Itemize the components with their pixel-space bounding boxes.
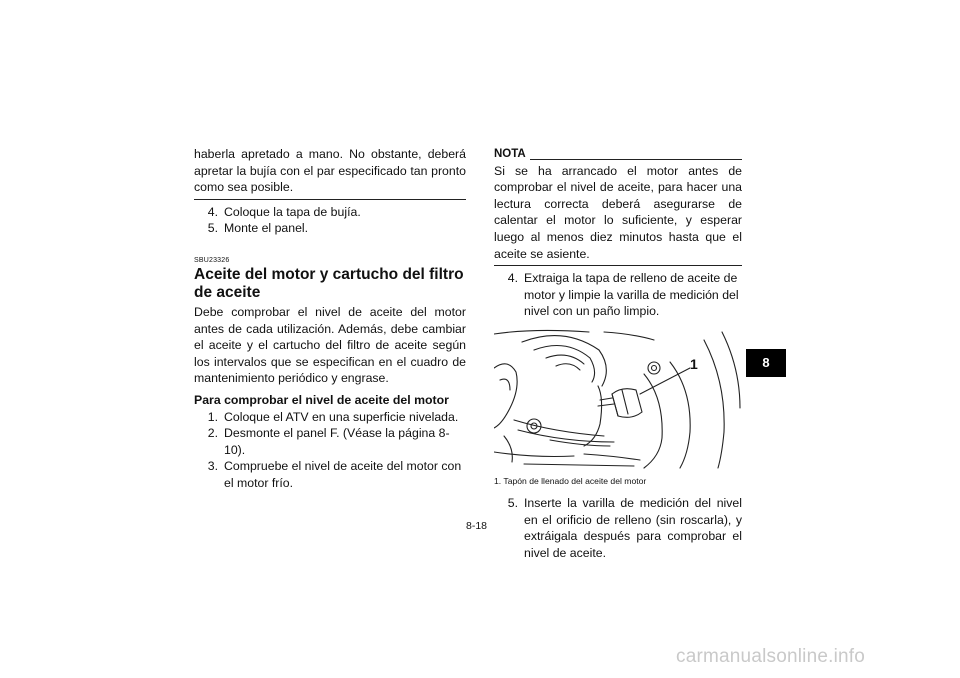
list-item xyxy=(494,270,742,320)
chapter-tab: 8 xyxy=(746,349,786,377)
list-item xyxy=(494,495,742,561)
section-code: SBU23326 xyxy=(194,256,230,264)
step-text: Coloque el ATV en una superficie nivelada. xyxy=(224,409,459,424)
note-text: Si se ha arrancado el motor antes de comprobar el nivel de aceite, para hacer una lectura correcta deberá asegurarse de calentar el motor lo suficiente, y esperar luego al menos diez minutos hasta que el aceite se asiente. xyxy=(494,163,742,261)
step-text: Monte el panel. xyxy=(224,221,309,236)
step-number: 3. xyxy=(207,459,218,474)
list-item xyxy=(194,458,466,491)
right-column xyxy=(494,146,742,561)
figure-callout: 1 xyxy=(690,355,698,372)
step-number: 4. xyxy=(207,204,218,219)
page-number: 8-18 xyxy=(466,520,488,532)
note-header-rule xyxy=(530,159,742,160)
list-item xyxy=(194,425,466,458)
step-text: Extraiga la tapa de relleno de aceite de motor y limpie la varilla de medición del nivel con un paño limpio. xyxy=(524,271,739,319)
list-item xyxy=(194,204,466,221)
section-divider xyxy=(194,199,466,200)
engine-illustration xyxy=(494,328,742,470)
step-number: 2. xyxy=(207,426,218,441)
step-text: Inserte la varilla de medición del nivel en el orificio de relleno (sin roscarla), y extráigala después para comprobar el nivel de aceite. xyxy=(524,495,742,560)
step-text: Compruebe el nivel de aceite del motor con el motor frío. xyxy=(224,459,462,490)
note-header xyxy=(494,146,742,163)
step-text: Coloque la tapa de bujía. xyxy=(224,204,361,219)
note-end-rule xyxy=(494,265,742,266)
step-number: 4. xyxy=(507,271,518,286)
intro-paragraph: haberla apretado a mano. No obstante, deberá apretar la bujía con el par especificado tan pronto como sea posible. xyxy=(194,147,466,195)
step-number: 5. xyxy=(507,495,518,510)
note-label: NOTA xyxy=(494,148,526,160)
step-number: 1. xyxy=(207,409,218,424)
step-number: 5. xyxy=(207,221,218,236)
section-heading: Aceite del motor y cartucho del filtro de aceite xyxy=(194,265,464,301)
figure-caption: 1. Tapón de llenado del aceite del motor xyxy=(494,475,647,486)
left-column xyxy=(194,146,466,492)
list-item xyxy=(194,220,466,237)
subheading: Para comprobar el nivel de aceite del motor xyxy=(194,392,449,407)
body-paragraph: Debe comprobar el nivel de aceite del motor antes de cada utilización. Además, debe cambiar el aceite y el cartucho del filtro de aceite según los intervalos que se especifican en el cuadro de mantenimiento periódico y engrase. xyxy=(194,304,466,386)
engine-figure xyxy=(494,328,742,470)
step-text: Desmonte el panel F. (Véase la página 8-10). xyxy=(224,426,450,457)
watermark: carmanualsonline.info xyxy=(676,646,866,667)
list-item xyxy=(194,409,466,426)
